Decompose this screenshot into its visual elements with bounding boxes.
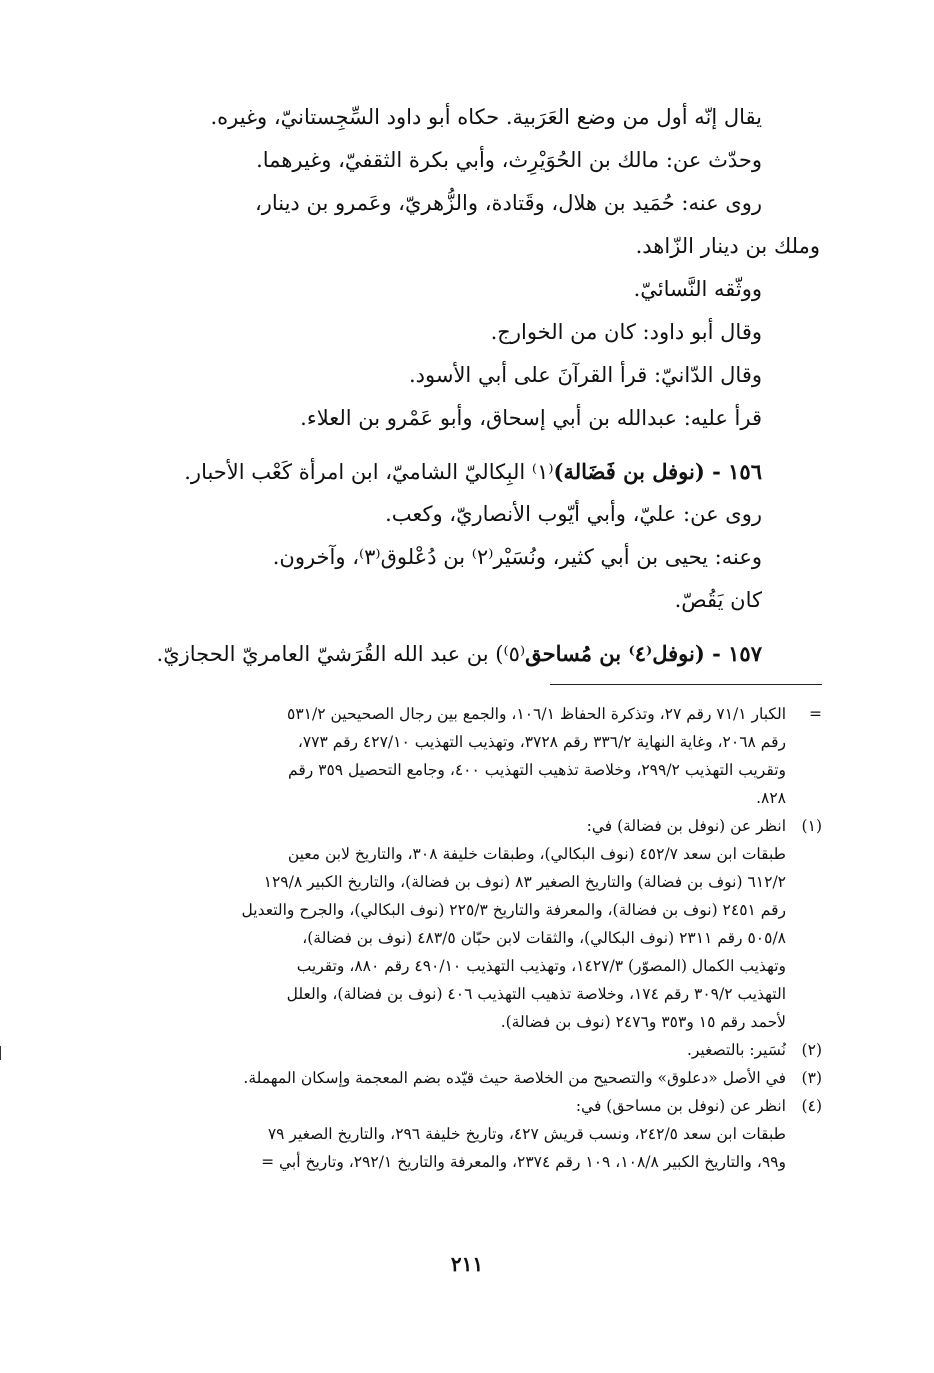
footnote-line: [120, 1148, 822, 1176]
main-line: [120, 579, 820, 622]
footnote-text: طبقات ابن سعد ٤٥٢/٧ (نوف البكالي)، وطبقات خليفة ٣٠٨، والتاريخ لابن معين: [287, 845, 786, 863]
main-line: [120, 139, 820, 182]
footnote-text: وتهذيب الكمال (المصوّر) ١٤٢٧/٣، وتهذيب التهذيب ٤٩٠/١٠ رقم ٨٨٠، وتقريب: [296, 957, 786, 975]
footnote-line: [120, 728, 822, 756]
main-line: [120, 311, 820, 354]
footnote-line: [120, 1008, 822, 1036]
footnote-text: ٥٠٥/٨ رقم ٢٣١١ (نوف البكالي)، والثقات لابن حبّان ٤٨٣/٥ (نوف بن فضالة)،: [302, 929, 786, 947]
main-line: [120, 632, 820, 675]
footnote-line: [120, 868, 822, 896]
main-line-text: روى عنه: حُمَيد بن هلال، وقَتادة، والزُّهريّ، وعَمرو بن دينار،: [254, 191, 762, 215]
footnote-text: رقم ٢٠٦٨، وغاية النهاية ٣٣٦/٢ رقم ٣٧٢٨، وتهذيب التهذيب ٤٢٧/١٠ رقم ٧٧٣،: [297, 733, 786, 751]
main-line-text: وقال أبو داود: كان من الخوارج.: [490, 320, 762, 344]
footnote-text: ٨٢٨.: [756, 789, 786, 807]
footnote-text: رقم ٢٤٥١ (نوف بن فضالة)، والمعرفة والتاريخ ٢٢٥/٣ (نوف البكالي)، والجرح والتعديل: [241, 901, 786, 919]
main-line-text: يقال إنّه أول من وضع العَرَبية. حكاه أبو داود السِّجِستانيّ، وغيره.: [210, 105, 762, 129]
main-line-text: وحدّث عن: مالك بن الحُوَيْرِث، وأبي بكرة الثقفيّ، وغيرهما.: [256, 148, 762, 172]
footnote-line: [120, 700, 822, 728]
main-line-text: قرأ عليه: عبدالله بن أبي إسحاق، وأبو عَمْرو بن العلاء.: [300, 406, 762, 430]
main-line: [120, 96, 820, 139]
footnote-number: (٢): [801, 1041, 822, 1059]
main-line-text: وملك بن دينار الزّاهد.: [635, 234, 820, 258]
footnote-line: [120, 840, 822, 868]
footnote-line: [120, 1120, 822, 1148]
footnote-line: [120, 1036, 822, 1064]
footnote-text: طبقات ابن سعد ٢٤٢/٥، ونسب قريش ٤٢٧، وتاريخ خليفة ٢٩٦، والتاريخ الصغير ٧٩: [267, 1125, 786, 1143]
entry-heading: ١٥٦ - (نوفل بن فَضَالة): [553, 459, 762, 484]
footnote-separator: [550, 684, 822, 685]
main-line: [120, 493, 820, 536]
main-line-text: كان يَقُصّ.: [674, 588, 762, 612]
main-line: [120, 182, 820, 225]
footnote-line: [120, 952, 822, 980]
main-line: [120, 397, 820, 440]
footnote-text: انظر عن (نوفل بن مساحق) في:: [575, 1097, 786, 1115]
margin-mark: [0, 1046, 5, 1060]
main-line-text: وقال الدّانيّ: قرأ القرآنَ على أبي الأسود.: [408, 363, 762, 387]
main-line-text: ⁽٥⁾) بن عبد الله القُرَشيّ العامريّ الحجازيّ.: [156, 642, 526, 666]
footnote-line: [120, 756, 822, 784]
footnote-text: ٦١٢/٢ (نوف بن فضالة) والتاريخ الصغير ٨٣ (نوف بن فضالة)، والتاريخ الكبير ١٢٩/٨: [263, 873, 786, 891]
footnote-line: [120, 1064, 822, 1092]
main-line: [120, 354, 820, 397]
footnote-text: التهذيب ٣٠٩/٢ رقم ١٧٤، وخلاصة تذهيب التهذيب ٤٠٦ (نوف بن فضالة)، والعلل: [286, 985, 786, 1003]
footnote-text: و٩٩، والتاريخ الكبير ١٠٨/٨، ١٠٩ رقم ٢٣٧٤، والمعرفة والتاريخ ٢٩٢/١، وتاريخ أبي =: [261, 1153, 786, 1171]
footnote-line: [120, 896, 822, 924]
footnote-number: (١): [801, 817, 822, 835]
main-line-text: وعنه: يحيى بن أبي كثير، ونُسَيْر⁽٢⁾ بن دُعْلوق⁽٣⁾، وآخرون.: [272, 545, 762, 569]
footnote-text: وتقريب التهذيب ٢٩٩/٢، وخلاصة تذهيب التهذيب ٤٠٠، وجامع التحصيل ٣٥٩ رقم: [288, 761, 786, 779]
footnote-line: [120, 924, 822, 952]
footnote-line: [120, 784, 822, 812]
footnote-line: [120, 1092, 822, 1120]
footnote-number: (٤): [801, 1097, 822, 1115]
footnote-number: =: [809, 705, 822, 723]
main-line: [120, 268, 820, 311]
footnote-line: [120, 812, 822, 840]
page-number: ٢١١: [450, 1252, 484, 1276]
footnote-text: انظر عن (نوفل بن فضالة) في:: [586, 817, 786, 835]
main-line: [120, 225, 820, 268]
footnote-number: (٣): [801, 1069, 822, 1087]
main-line-text: روى عن: عليّ، وأبي أيّوب الأنصاريّ، وكعب.: [385, 502, 762, 526]
footnote-text: في الأصل «دعلوق» والتصحيح من الخلاصة حيث قيّده بضم المعجمة وإسكان المهملة.: [243, 1069, 786, 1087]
footnotes: [120, 700, 822, 1176]
entry-heading: ١٥٧ - (نوفل⁽٤⁾ بن مُساحق: [525, 641, 762, 666]
main-line: [120, 450, 820, 493]
footnote-text: الكبار ٧١/١ رقم ٢٧، وتذكرة الحفاظ ١٠٦/١، والجمع بين رجال الصحيحين ٥٣١/٢: [287, 705, 786, 723]
main-line: [120, 536, 820, 579]
main-text: [120, 96, 820, 675]
footnote-text: لأحمد رقم ١٥ و٣٥٣ و٢٤٧٦ (نوف بن فضالة).: [500, 1013, 786, 1031]
main-line-text: ⁽١⁾ البِكاليّ الشاميّ، ابن امرأة كَعْب الأحبار.: [184, 460, 554, 484]
footnote-text: نُسَير: بالتصغير.: [686, 1041, 786, 1059]
footnote-line: [120, 980, 822, 1008]
main-line-text: ووثّقه النَّسائيّ.: [633, 277, 762, 301]
